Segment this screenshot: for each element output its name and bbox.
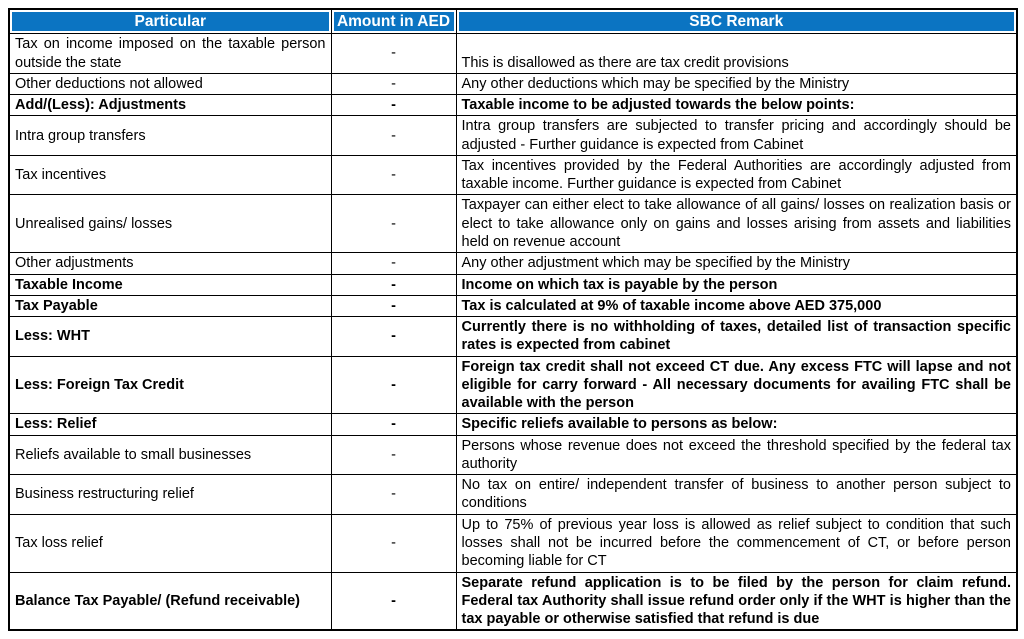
cell-remark: Taxable income to be adjusted towards the below points: bbox=[456, 95, 1017, 116]
cell-particular: Other deductions not allowed bbox=[9, 73, 331, 94]
table-row bbox=[9, 572, 1017, 630]
cell-particular: Tax incentives bbox=[9, 155, 331, 195]
cell-particular: Tax Payable bbox=[9, 295, 331, 316]
cell-remark: Any other adjustment which may be specified by the Ministry bbox=[456, 253, 1017, 274]
table-row bbox=[9, 435, 1017, 475]
cell-particular: Business restructuring relief bbox=[9, 475, 331, 515]
table-header bbox=[9, 9, 1017, 34]
cell-particular: Balance Tax Payable/ (Refund receivable) bbox=[9, 572, 331, 630]
cell-amount: - bbox=[331, 295, 456, 316]
cell-remark: Up to 75% of previous year loss is allowed as relief subject to condition that such losses shall not be incurred before the commencement of CT, or before person becoming liable for CT bbox=[456, 514, 1017, 572]
cell-amount: - bbox=[331, 253, 456, 274]
cell-particular: Add/(Less): Adjustments bbox=[9, 95, 331, 116]
table-row bbox=[9, 414, 1017, 435]
cell-remark: Taxpayer can either elect to take allowance of all gains/ losses on realization basis or elect to take allowance only on gains and losses arising from assets and liabilities held on revenue account bbox=[456, 195, 1017, 253]
cell-remark: Separate refund application is to be filed by the person for claim refund. Federal tax Authority shall issue refund order only if the WHT is higher than the tax payable or otherwise satisfied that refund is due bbox=[456, 572, 1017, 630]
cell-remark: Tax incentives provided by the Federal Authorities are accordingly adjusted from taxable income. Further guidance is expected from Cabinet bbox=[456, 155, 1017, 195]
cell-particular: Tax loss relief bbox=[9, 514, 331, 572]
table-row bbox=[9, 317, 1017, 357]
cell-amount: - bbox=[331, 514, 456, 572]
header-particular: Particular bbox=[9, 9, 331, 34]
table-row bbox=[9, 274, 1017, 295]
tax-computation-table bbox=[8, 8, 1018, 631]
table-row bbox=[9, 195, 1017, 253]
header-amount-in-aed: Amount in AED bbox=[331, 9, 456, 34]
cell-remark: Persons whose revenue does not exceed the threshold specified by the federal tax authority bbox=[456, 435, 1017, 475]
cell-amount: - bbox=[331, 116, 456, 156]
cell-amount: - bbox=[331, 95, 456, 116]
cell-particular: Reliefs available to small businesses bbox=[9, 435, 331, 475]
cell-remark: Foreign tax credit shall not exceed CT due. Any excess FTC will lapse and not eligible for carry forward - All necessary documents for availing FTC shall be available with the person bbox=[456, 356, 1017, 414]
table-row bbox=[9, 253, 1017, 274]
cell-amount: - bbox=[331, 155, 456, 195]
cell-remark: Any other deductions which may be specified by the Ministry bbox=[456, 73, 1017, 94]
table-row bbox=[9, 34, 1017, 74]
table-row bbox=[9, 475, 1017, 515]
table-row bbox=[9, 514, 1017, 572]
cell-amount: - bbox=[331, 435, 456, 475]
cell-amount: - bbox=[331, 34, 456, 74]
cell-particular: Less: Foreign Tax Credit bbox=[9, 356, 331, 414]
cell-particular: Intra group transfers bbox=[9, 116, 331, 156]
table-body bbox=[9, 34, 1017, 630]
table-row bbox=[9, 73, 1017, 94]
header-row bbox=[9, 9, 1017, 34]
cell-amount: - bbox=[331, 475, 456, 515]
cell-amount: - bbox=[331, 195, 456, 253]
table-row bbox=[9, 95, 1017, 116]
cell-amount: - bbox=[331, 73, 456, 94]
cell-particular: Less: WHT bbox=[9, 317, 331, 357]
header-sbc-remark: SBC Remark bbox=[456, 9, 1017, 34]
cell-remark: Tax is calculated at 9% of taxable income above AED 375,000 bbox=[456, 295, 1017, 316]
cell-amount: - bbox=[331, 572, 456, 630]
cell-particular: Other adjustments bbox=[9, 253, 331, 274]
table-row bbox=[9, 295, 1017, 316]
cell-amount: - bbox=[331, 356, 456, 414]
cell-particular: Less: Relief bbox=[9, 414, 331, 435]
table-row bbox=[9, 155, 1017, 195]
cell-amount: - bbox=[331, 274, 456, 295]
table-row bbox=[9, 356, 1017, 414]
cell-particular: Taxable Income bbox=[9, 274, 331, 295]
cell-amount: - bbox=[331, 317, 456, 357]
cell-particular: Tax on income imposed on the taxable person outside the state bbox=[9, 34, 331, 74]
cell-remark: Intra group transfers are subjected to transfer pricing and accordingly should be adjusted - Further guidance is expected from Cabinet bbox=[456, 116, 1017, 156]
cell-remark: No tax on entire/ independent transfer of business to another person subject to conditions bbox=[456, 475, 1017, 515]
cell-remark: Specific reliefs available to persons as below: bbox=[456, 414, 1017, 435]
cell-remark: This is disallowed as there are tax credit provisions bbox=[456, 34, 1017, 74]
cell-remark: Currently there is no withholding of taxes, detailed list of transaction specific rates is expected from cabinet bbox=[456, 317, 1017, 357]
table-row bbox=[9, 116, 1017, 156]
cell-amount: - bbox=[331, 414, 456, 435]
cell-particular: Unrealised gains/ losses bbox=[9, 195, 331, 253]
cell-remark: Income on which tax is payable by the person bbox=[456, 274, 1017, 295]
